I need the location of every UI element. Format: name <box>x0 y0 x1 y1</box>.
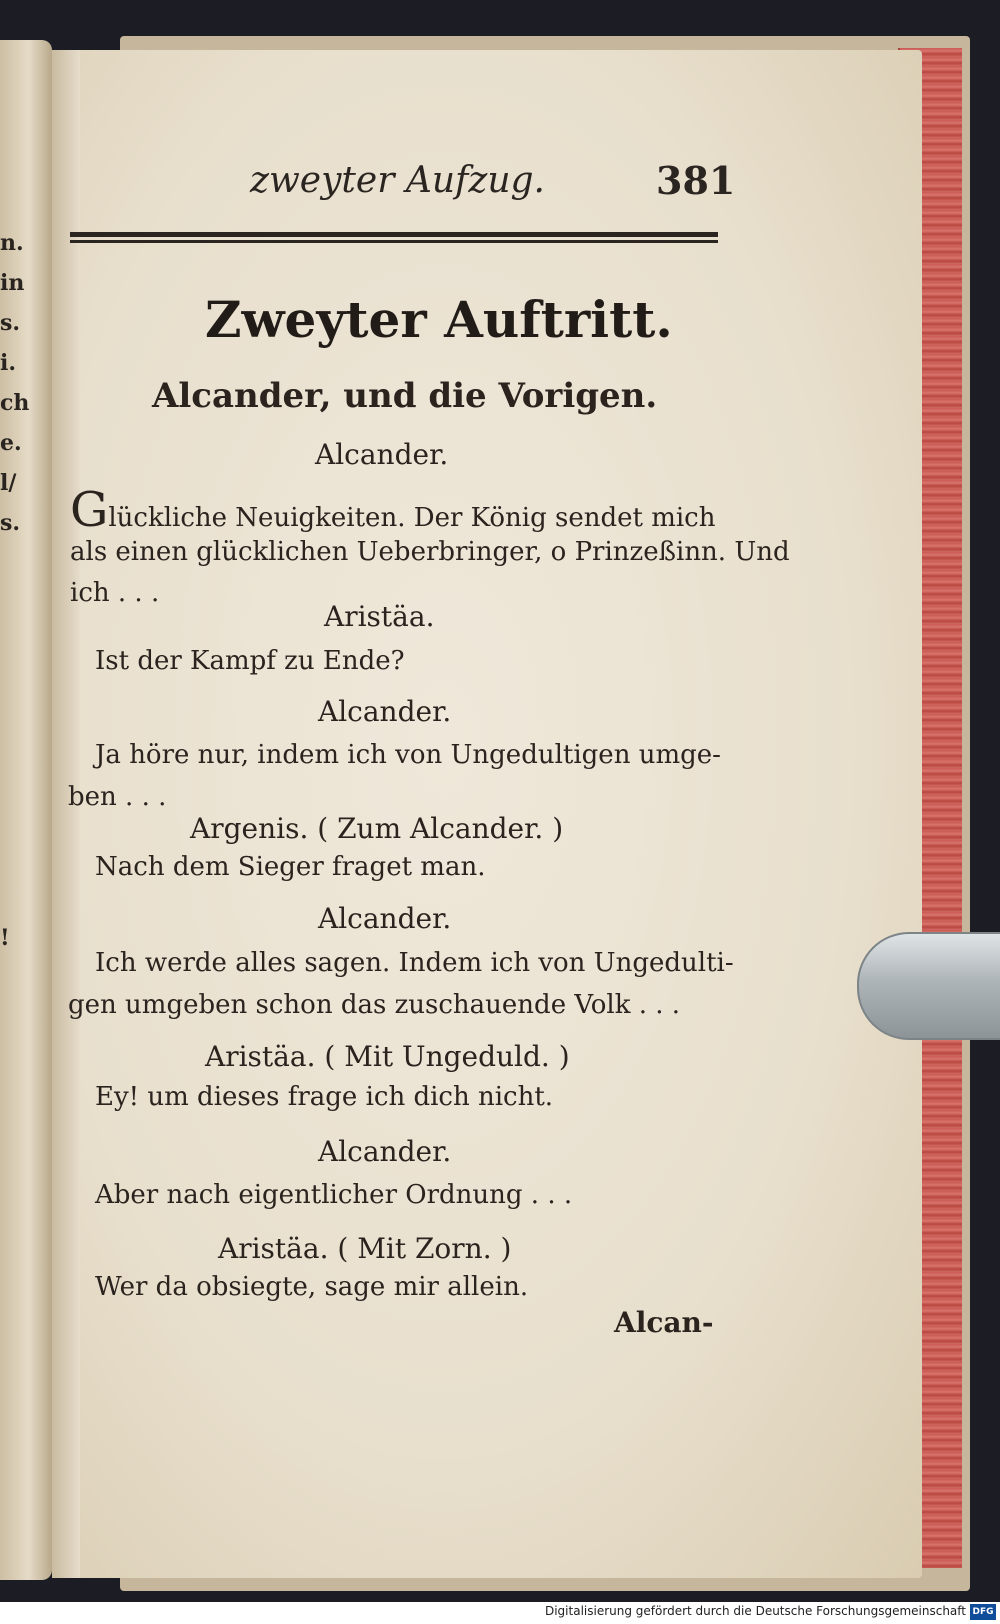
footer-credit: Digitalisierung gefördert durch die Deutsche Forschungsgemeinschaft <box>544 1604 966 1618</box>
dialogue-line: Aber nach eigentlicher Ordnung . . . <box>95 1180 573 1210</box>
header-rule-thin <box>70 240 718 243</box>
page-number: 381 <box>656 158 736 203</box>
dialogue-line: gen umgeben schon das zuschauende Volk . . . <box>68 990 681 1020</box>
left-page-fragment: in <box>0 270 25 296</box>
left-page-fragment: e. <box>0 430 22 456</box>
page-clip <box>857 932 1000 1040</box>
speaker-name: Aristäa. <box>324 600 435 633</box>
dialogue-line: Ja höre nur, indem ich von Ungedultigen umge- <box>95 740 721 770</box>
left-page-fragment: l/ <box>0 470 17 496</box>
speaker-name: Alcander. <box>318 902 452 935</box>
speaker-name: Alcander. <box>318 695 452 728</box>
speaker-name: Aristäa. ( Mit Zorn. ) <box>218 1232 512 1265</box>
dialogue-line: ben . . . <box>68 782 167 812</box>
dialogue-line: Ist der Kampf zu Ende? <box>95 646 405 676</box>
left-page-fragment: s. <box>0 510 21 536</box>
dialogue-line: Ey! um dieses frage ich dich nicht. <box>95 1082 554 1112</box>
left-page-fragment: s. <box>0 310 21 336</box>
speaker-name: Aristäa. ( Mit Ungeduld. ) <box>205 1040 570 1073</box>
speaker-name: Alcander. <box>318 1135 452 1168</box>
left-page-fragment: ch <box>0 390 30 416</box>
speaker-name: Argenis. ( Zum Alcander. ) <box>190 812 564 845</box>
dialogue-line: Ich werde alles sagen. Indem ich von Ungedulti- <box>95 948 734 978</box>
left-page-fragment: ! <box>0 925 10 951</box>
left-page-fragment: i. <box>0 350 17 376</box>
scene-title: Zweyter Auftritt. <box>205 290 673 349</box>
dialogue-line: Glückliche Neuigkeiten. Der König sendet mich <box>70 482 716 538</box>
page-gutter <box>52 50 80 1578</box>
speaker-name: Alcander. <box>315 438 449 471</box>
dialogue-line: als einen glücklichen Ueberbringer, o Prinzeßinn. Und <box>70 537 790 567</box>
dialogue-line: ich . . . <box>70 578 160 608</box>
running-head: zweyter Aufzug. <box>250 160 545 201</box>
scene-cast: Alcander, und die Vorigen. <box>152 376 658 416</box>
left-page-fragment: n. <box>0 230 24 256</box>
catchword: Alcan- <box>614 1306 714 1339</box>
header-rule <box>70 232 718 237</box>
dialogue-line: Wer da obsiegte, sage mir allein. <box>95 1272 529 1302</box>
left-page-edge <box>0 40 52 1580</box>
dfg-logo: DFG <box>970 1604 996 1620</box>
dialogue-line: Nach dem Sieger fraget man. <box>95 852 486 882</box>
